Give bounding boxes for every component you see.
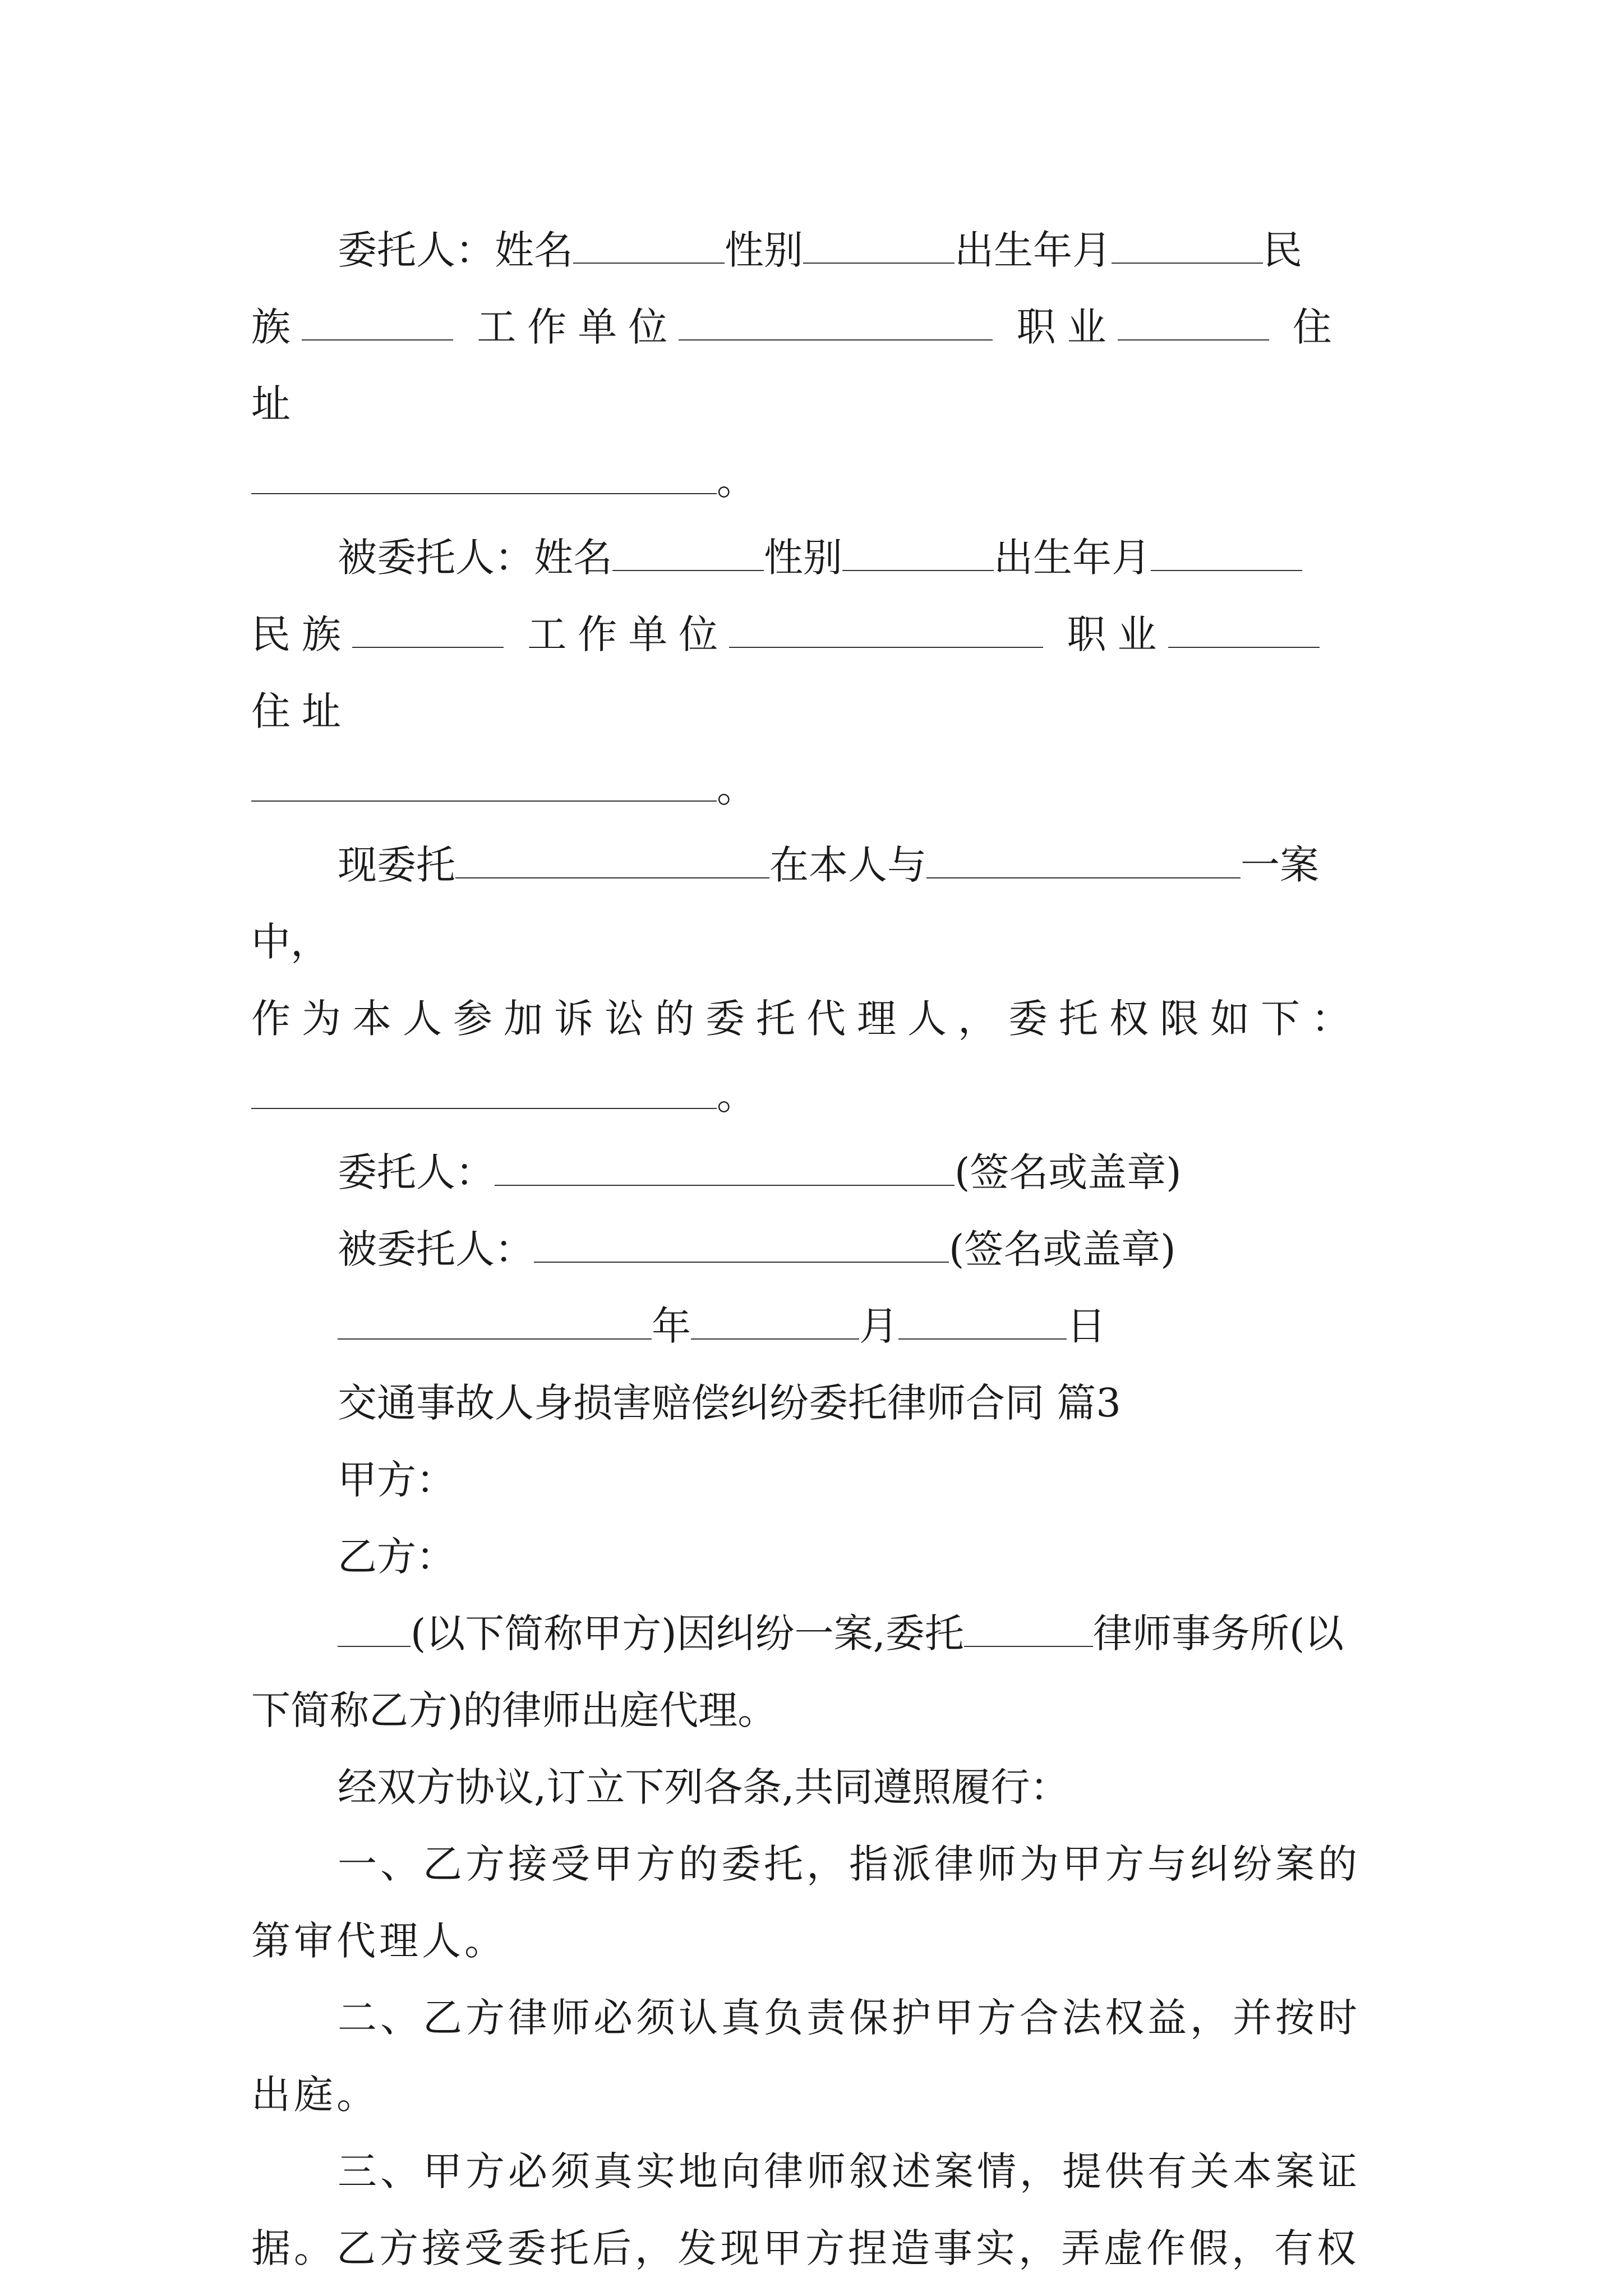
client-signature-label: 委托人： [338, 1149, 495, 1195]
intro-text-2: 律师事务所(以下简称乙方)的律师出庭代理。 [251, 1611, 1344, 1733]
entrust-case-label: 一案中， [251, 842, 1319, 965]
client-ethnicity-label-b: 族 [251, 304, 302, 350]
entrust-party-blank [926, 838, 1241, 878]
client-address-blank [251, 454, 717, 494]
agent-gender-blank [842, 531, 994, 571]
intro-firm-blank [964, 1607, 1093, 1647]
contract-title: 交通事故人身损害赔偿纠纷委托律师合同 篇3 [338, 1380, 1121, 1426]
entrust-with-label: 在本人与 [769, 842, 926, 888]
client-name-blank [573, 223, 725, 264]
entrust-label: 现委托 [338, 842, 455, 888]
agent-name-blank [612, 531, 764, 571]
agent-signature-suffix: (签名或盖章) [949, 1226, 1176, 1272]
client-gender-blank [803, 223, 955, 264]
agent-job-blank [1168, 608, 1320, 648]
entrust-agent-blank [455, 838, 769, 878]
client-signature-blank [495, 1145, 955, 1186]
entrust-line2: 作为本人参加诉讼的委托代理人，委托权限如下： [251, 996, 1362, 1042]
client-work-blank [679, 300, 993, 341]
client-signature-line [251, 1134, 1382, 1211]
client-job-blank [1118, 300, 1269, 341]
agent-gender-label: 性别 [764, 535, 842, 581]
date-day-blank [898, 1299, 1067, 1340]
agent-ethnicity-blank [352, 608, 504, 648]
date-month-label: 月 [859, 1303, 898, 1349]
agent-info-line3 [251, 750, 1382, 827]
agent-line-end: 。 [717, 765, 756, 811]
client-birth-blank [1112, 223, 1263, 264]
contract-clause-3: 三、甲方必须真实地向律师叙述案情，提供有关本案证据。乙方接受委托后，发现甲方捏造事实，弄虚作假，有权 [251, 2148, 1361, 2271]
entrust-paragraph [251, 827, 1382, 981]
client-address-label: 住址 [251, 304, 1343, 427]
client-gender-label: 性别 [725, 227, 803, 273]
date-year-blank [338, 1299, 652, 1340]
entrust-scope-blank [251, 1069, 717, 1109]
client-line-end: 。 [717, 458, 756, 504]
contract-clause-2: 二、乙方律师必须认真负责保护甲方合法权益，并按时出庭。 [251, 1995, 1361, 2118]
client-birth-label: 出生年月 [955, 227, 1112, 273]
client-ethnicity-label-a: 民 [1263, 227, 1302, 273]
date-year-label: 年 [652, 1303, 691, 1349]
intro-text-1: (以下简称甲方)因纠纷一案,委托 [411, 1611, 964, 1657]
agent-work-blank [729, 608, 1043, 648]
entrust-line3 [251, 1057, 1382, 1134]
client-name-label: 委托人：姓名 [338, 227, 573, 273]
date-line [251, 1288, 1382, 1365]
entrust-line-end: 。 [717, 1073, 756, 1119]
agent-work-label: 工作单位 [527, 611, 730, 657]
agent-ethnicity-label: 民族 [251, 611, 352, 657]
client-work-label: 工作单位 [477, 304, 679, 350]
contract-agreement: 经双方协议,订立下列各条,共同遵照履行： [338, 1764, 1069, 1810]
client-info-line2 [251, 289, 1382, 443]
agent-address-blank [251, 761, 717, 802]
client-job-label: 职业 [1016, 304, 1118, 350]
client-info-line3 [251, 443, 1382, 519]
party-a-line: 甲方： [338, 1457, 455, 1503]
agent-signature-line [251, 1211, 1382, 1288]
party-b-line: 乙方： [338, 1534, 455, 1580]
agent-address-label: 住址 [251, 688, 352, 734]
agent-name-label: 被委托人：姓名 [338, 535, 612, 581]
client-info-paragraph [251, 212, 1382, 289]
agent-birth-blank [1151, 531, 1302, 571]
date-month-blank [691, 1299, 859, 1340]
contract-intro [251, 1595, 1382, 1749]
client-signature-suffix: (签名或盖章) [955, 1149, 1182, 1195]
client-ethnicity-blank [302, 300, 453, 341]
document-body [251, 212, 1382, 2287]
agent-birth-label: 出生年月 [994, 535, 1151, 581]
agent-signature-blank [534, 1222, 949, 1263]
agent-info-line2 [251, 596, 1382, 750]
intro-party-blank [338, 1607, 411, 1647]
agent-signature-label: 被委托人： [338, 1226, 534, 1272]
agent-info-paragraph [251, 519, 1382, 596]
contract-clause-1: 一、乙方接受甲方的委托，指派律师为甲方与纠纷案的第审代理人。 [251, 1841, 1361, 1964]
agent-job-label: 职业 [1067, 611, 1168, 657]
date-day-label: 日 [1067, 1303, 1106, 1349]
